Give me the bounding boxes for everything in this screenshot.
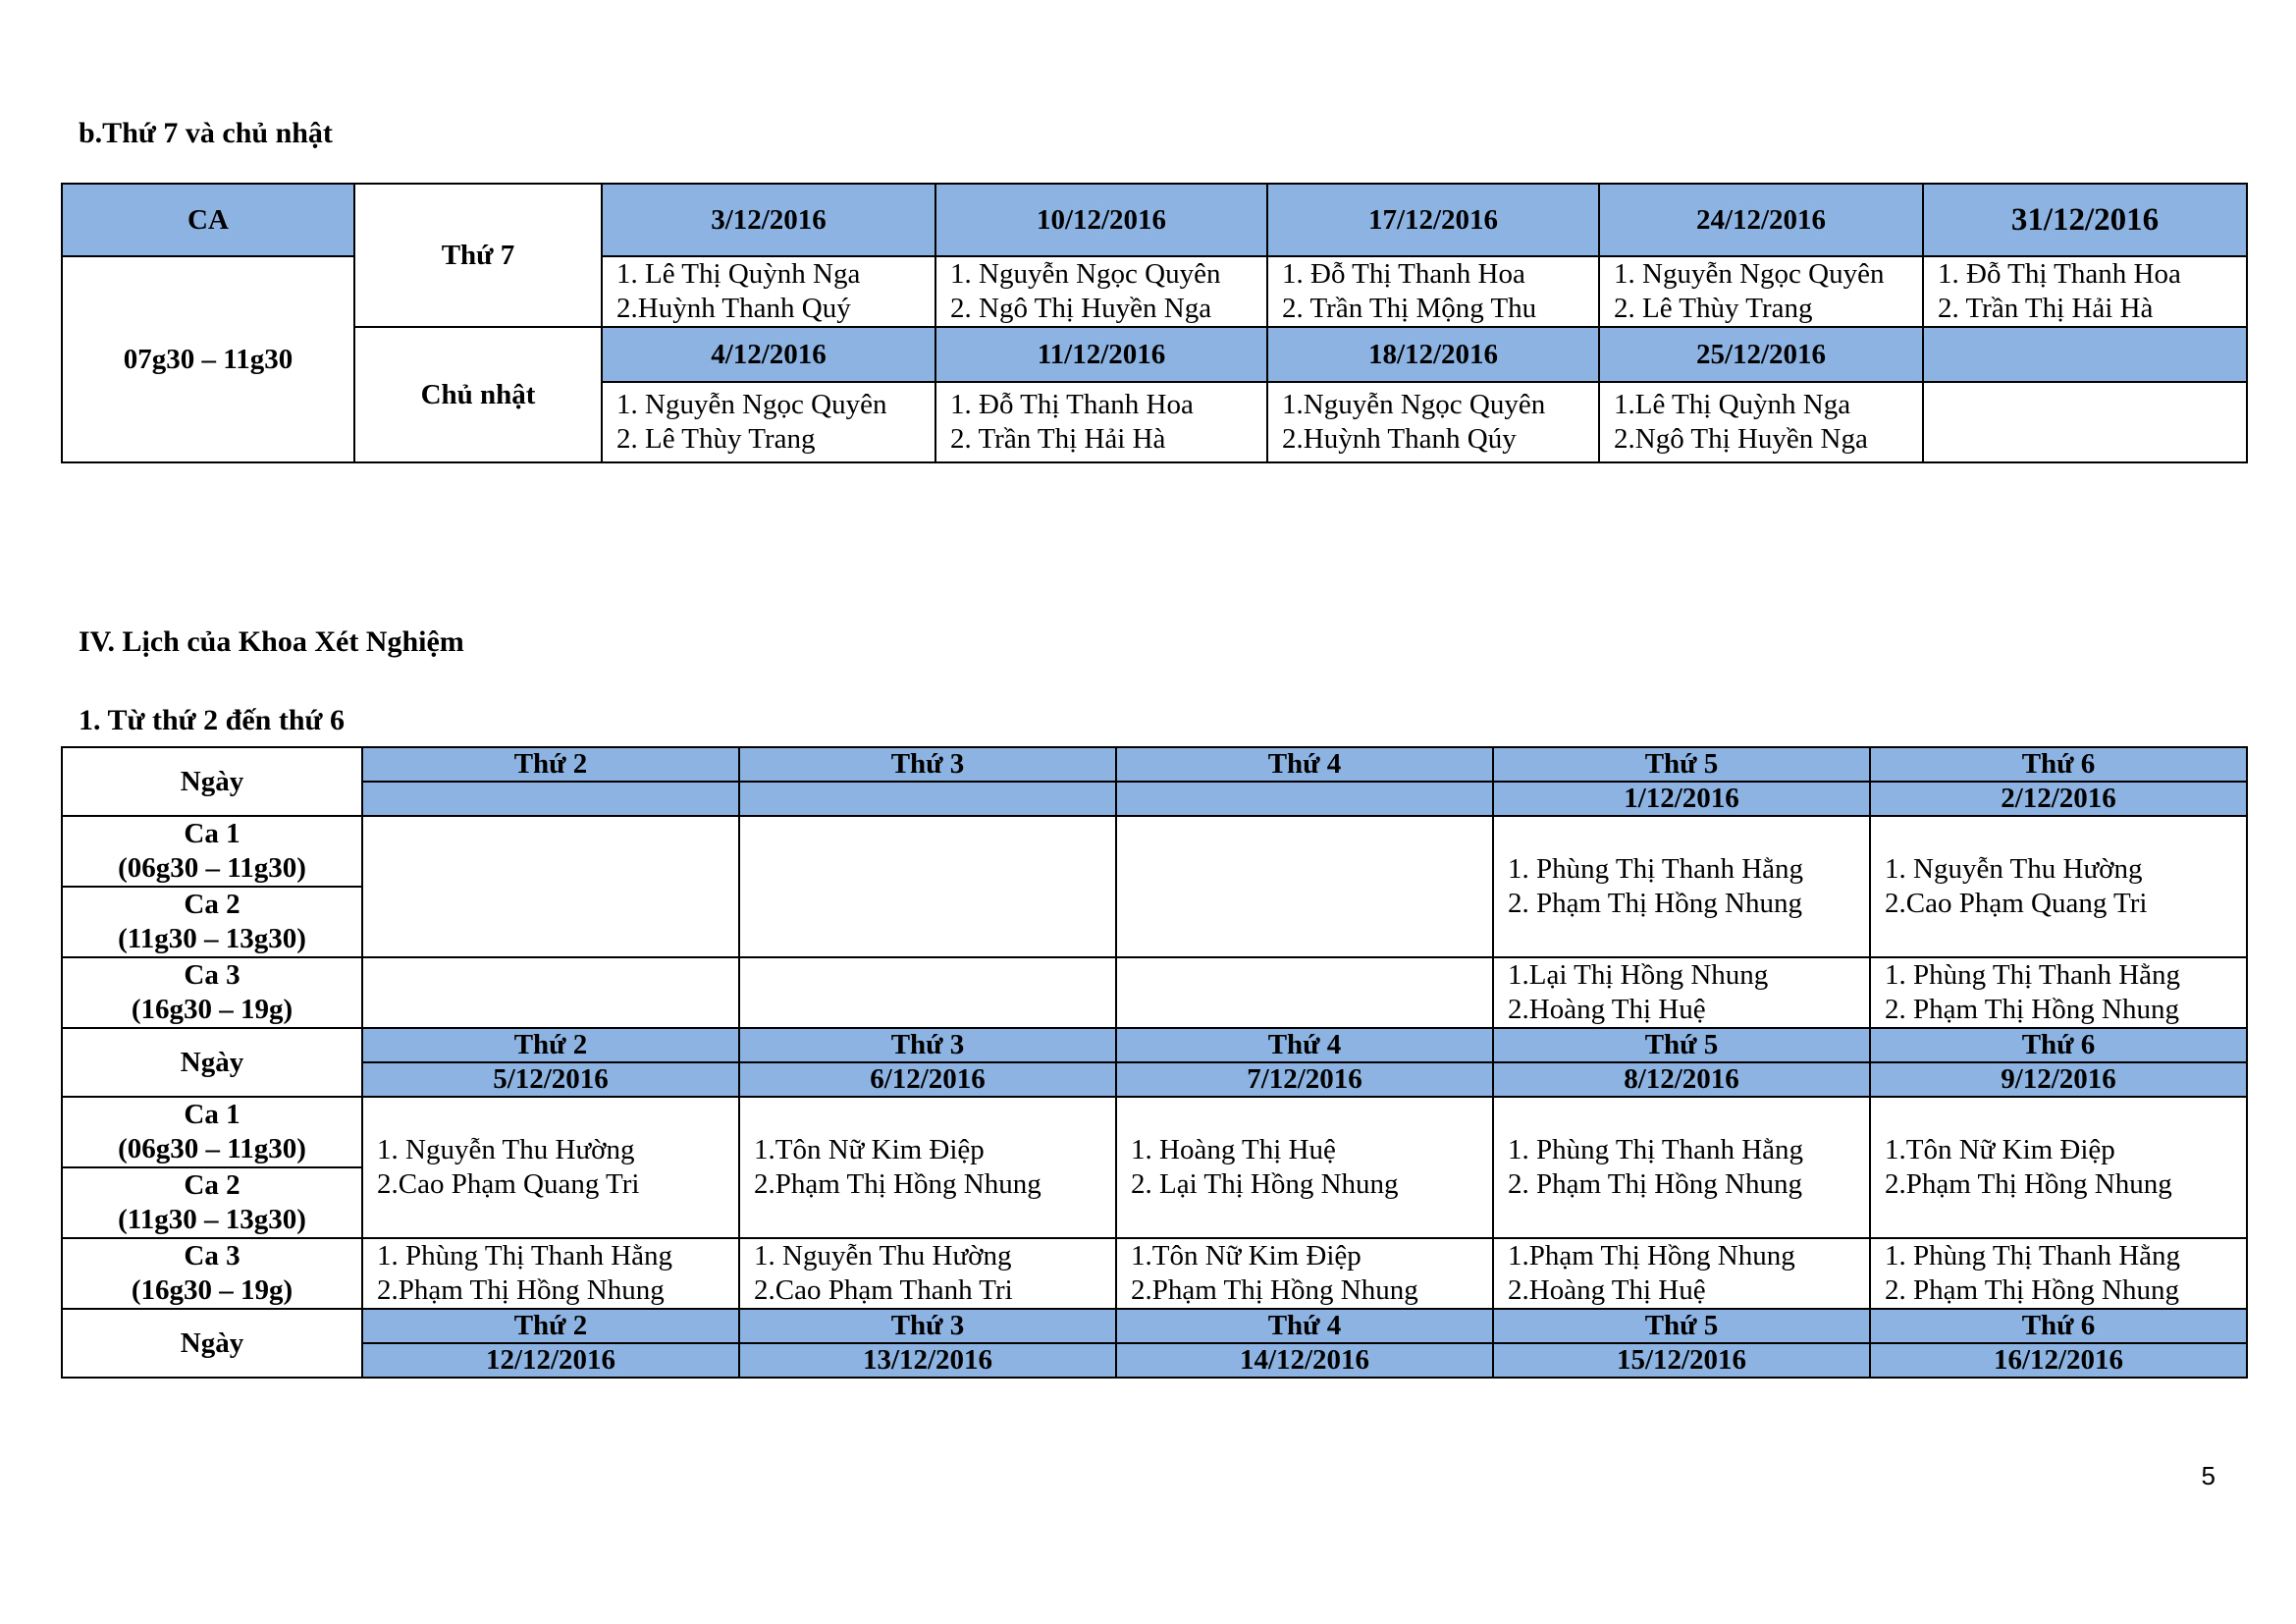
- weekend-heading: b.Thứ 7 và chủ nhật: [79, 117, 333, 149]
- sunday-staff-cell: 1.Lê Thị Quỳnh Nga 2.Ngô Thị Huyền Nga: [1599, 382, 1923, 462]
- staff-cell: 1. Phùng Thị Thanh Hằng 2. Phạm Thị Hồng Nhung: [1493, 816, 1870, 957]
- saturday-date: 10/12/2016: [935, 184, 1267, 256]
- saturday-staff-cell: 1. Đỗ Thị Thanh Hoa 2. Trần Thị Hải Hà: [1923, 256, 2247, 327]
- staff-cell: 1. Nguyễn Thu Hường 2.Cao Phạm Quang Tri: [1870, 816, 2247, 957]
- day-header: Thứ 3: [739, 1309, 1116, 1343]
- sunday-staff-cell: 1. Nguyễn Ngọc Quyên 2. Lê Thùy Trang: [602, 382, 935, 462]
- saturday-date: 31/12/2016: [1923, 184, 2247, 256]
- sunday-staff-cell: 1. Đỗ Thị Thanh Hoa 2. Trần Thị Hải Hà: [935, 382, 1267, 462]
- week2-ca3-row: [62, 1238, 2247, 1309]
- date-header: 6/12/2016: [739, 1062, 1116, 1097]
- staff-cell: 1.Tôn Nữ Kim Điệp 2.Phạm Thị Hồng Nhung: [1870, 1097, 2247, 1238]
- staff-cell: 1. Hoàng Thị Huệ 2. Lại Thị Hồng Nhung: [1116, 1097, 1493, 1238]
- day-header: Thứ 4: [1116, 1309, 1493, 1343]
- ca-header: CA: [62, 184, 354, 256]
- saturday-staff-cell: 1. Nguyễn Ngọc Quyên 2. Lê Thùy Trang: [1599, 256, 1923, 327]
- saturday-date: 17/12/2016: [1267, 184, 1599, 256]
- day-header: Thứ 4: [1116, 1028, 1493, 1062]
- staff-cell: [362, 957, 739, 1028]
- staff-cell: [362, 816, 739, 957]
- weekend-saturday-date-row: [62, 184, 2247, 256]
- staff-cell: 1. Phùng Thị Thanh Hằng 2.Phạm Thị Hồng Nhung: [362, 1238, 739, 1309]
- sunday-staff-cell: [1923, 382, 2247, 462]
- staff-cell: 1. Nguyễn Thu Hường 2.Cao Phạm Thanh Tri: [739, 1238, 1116, 1309]
- sunday-date: [1923, 327, 2247, 382]
- date-header: 13/12/2016: [739, 1343, 1116, 1378]
- ca2-label: Ca 2 (11g30 – 13g30): [62, 887, 362, 957]
- week1-date-row: [62, 782, 2247, 816]
- day-header: Thứ 2: [362, 747, 739, 782]
- sunday-staff-cell: 1.Nguyễn Ngọc Quyên 2.Huỳnh Thanh Qúy: [1267, 382, 1599, 462]
- day-header: Thứ 6: [1870, 1309, 2247, 1343]
- day-header: Thứ 4: [1116, 747, 1493, 782]
- week2-day-row: [62, 1028, 2247, 1062]
- staff-cell: 1.Tôn Nữ Kim Điệp 2.Phạm Thị Hồng Nhung: [1116, 1238, 1493, 1309]
- week1-ca3-row: [62, 957, 2247, 1028]
- sunday-label: Chủ nhật: [354, 327, 602, 462]
- date-header: 5/12/2016: [362, 1062, 739, 1097]
- ca1-label: Ca 1 (06g30 – 11g30): [62, 1097, 362, 1167]
- sunday-date: 18/12/2016: [1267, 327, 1599, 382]
- ca1-label: Ca 1 (06g30 – 11g30): [62, 816, 362, 887]
- weekend-shift-label: 07g30 – 11g30: [62, 256, 354, 462]
- staff-cell: 1. Phùng Thị Thanh Hằng 2. Phạm Thị Hồng Nhung: [1870, 957, 2247, 1028]
- lab-schedule-table: [61, 746, 2248, 1379]
- ca2-label: Ca 2 (11g30 – 13g30): [62, 1167, 362, 1238]
- date-header: 12/12/2016: [362, 1343, 739, 1378]
- day-header: Thứ 5: [1493, 1028, 1870, 1062]
- date-header: [1116, 782, 1493, 816]
- saturday-date: 24/12/2016: [1599, 184, 1923, 256]
- week3-date-row: [62, 1343, 2247, 1378]
- saturday-staff-cell: 1. Đỗ Thị Thanh Hoa 2. Trần Thị Mộng Thu: [1267, 256, 1599, 327]
- week1-day-row: [62, 747, 2247, 782]
- date-header: [362, 782, 739, 816]
- staff-cell: 1.Lại Thị Hồng Nhung 2.Hoàng Thị Huệ: [1493, 957, 1870, 1028]
- day-header: Thứ 2: [362, 1309, 739, 1343]
- day-header: Thứ 3: [739, 1028, 1116, 1062]
- date-header: [739, 782, 1116, 816]
- ngay-label: Ngày: [62, 1028, 362, 1097]
- day-header: Thứ 5: [1493, 747, 1870, 782]
- day-header: Thứ 5: [1493, 1309, 1870, 1343]
- day-header: Thứ 6: [1870, 1028, 2247, 1062]
- lab-section-heading: IV. Lịch của Khoa Xét Nghiệm: [79, 625, 464, 658]
- day-header: Thứ 2: [362, 1028, 739, 1062]
- ca3-label: Ca 3 (16g30 – 19g): [62, 957, 362, 1028]
- weekend-sunday-date-row: [62, 327, 2247, 382]
- week3-day-row: [62, 1309, 2247, 1343]
- date-header: 8/12/2016: [1493, 1062, 1870, 1097]
- day-header: Thứ 6: [1870, 747, 2247, 782]
- page-number: 5: [2201, 1461, 2216, 1490]
- ngay-label: Ngày: [62, 1309, 362, 1378]
- date-header: 7/12/2016: [1116, 1062, 1493, 1097]
- staff-cell: 1. Nguyễn Thu Hường 2.Cao Phạm Quang Tri: [362, 1097, 739, 1238]
- ca3-label: Ca 3 (16g30 – 19g): [62, 1238, 362, 1309]
- staff-cell: 1.Phạm Thị Hồng Nhung 2.Hoàng Thị Huệ: [1493, 1238, 1870, 1309]
- saturday-staff-cell: 1. Nguyễn Ngọc Quyên 2. Ngô Thị Huyền Nga: [935, 256, 1267, 327]
- week2-date-row: [62, 1062, 2247, 1097]
- staff-cell: 1. Phùng Thị Thanh Hằng 2. Phạm Thị Hồng Nhung: [1493, 1097, 1870, 1238]
- sunday-date: 25/12/2016: [1599, 327, 1923, 382]
- date-header: 15/12/2016: [1493, 1343, 1870, 1378]
- day-header: Thứ 3: [739, 747, 1116, 782]
- date-header: 1/12/2016: [1493, 782, 1870, 816]
- staff-cell: [1116, 957, 1493, 1028]
- staff-cell: [1116, 816, 1493, 957]
- ngay-label: Ngày: [62, 747, 362, 816]
- staff-cell: 1. Phùng Thị Thanh Hằng 2. Phạm Thị Hồng Nhung: [1870, 1238, 2247, 1309]
- date-header: 9/12/2016: [1870, 1062, 2247, 1097]
- staff-cell: 1.Tôn Nữ Kim Điệp 2.Phạm Thị Hồng Nhung: [739, 1097, 1116, 1238]
- saturday-staff-cell: 1. Lê Thị Quỳnh Nga 2.Huỳnh Thanh Quý: [602, 256, 935, 327]
- sunday-date: 11/12/2016: [935, 327, 1267, 382]
- lab-sub-heading: 1. Từ thứ 2 đến thứ 6: [79, 704, 346, 736]
- staff-cell: [739, 957, 1116, 1028]
- saturday-label: Thứ 7: [354, 184, 602, 327]
- week2-ca1-row: [62, 1097, 2247, 1167]
- weekend-schedule-table: [61, 183, 2248, 463]
- staff-cell: [739, 816, 1116, 957]
- sunday-date: 4/12/2016: [602, 327, 935, 382]
- week1-ca1-row: [62, 816, 2247, 887]
- date-header: 16/12/2016: [1870, 1343, 2247, 1378]
- saturday-date: 3/12/2016: [602, 184, 935, 256]
- date-header: 14/12/2016: [1116, 1343, 1493, 1378]
- date-header: 2/12/2016: [1870, 782, 2247, 816]
